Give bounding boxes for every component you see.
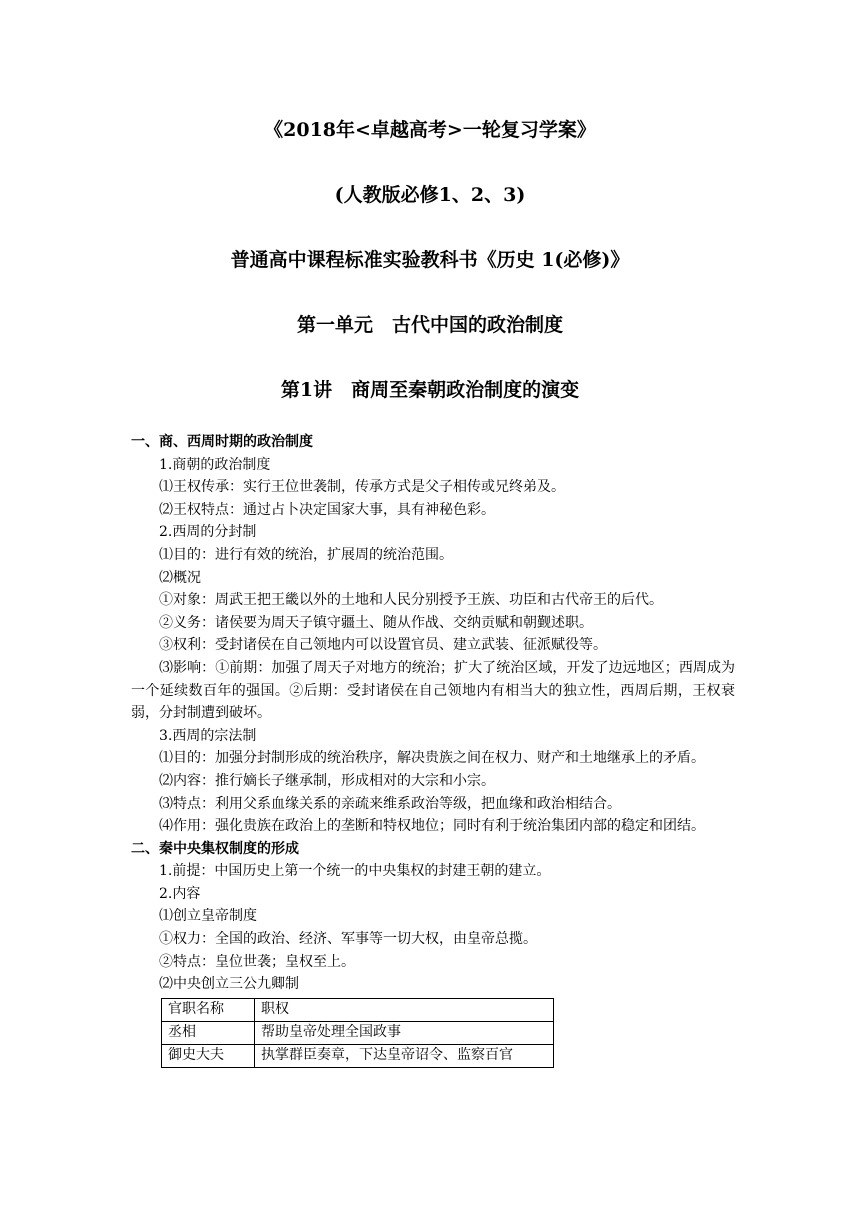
paragraph-influence: ⑶影响：①前期：加强了周天子对地方的统治；扩大了统治区域，开发了边远地区；西周成为一个延续数百年的强国。②后期：受封诸侯在自己领地内有相当大的独立性，西周后期，王权衰弱，分封制遭到破坏。 — [131, 659, 735, 722]
paragraph-line: ⑵概况 — [159, 569, 201, 586]
table-header-cell: 职权 — [255, 998, 554, 1021]
section-heading-2: 二、秦中央集权制度的形成 — [131, 840, 299, 857]
table-header-cell: 官职名称 — [162, 998, 255, 1021]
lesson-title: 第1讲 商周至秦朝政治制度的演变 — [280, 379, 580, 401]
document-body — [131, 431, 735, 1068]
paragraph-purpose: ⑴目的：加强分封制形成的统治秩序，解决贵族之间在权力、财产和土地继承上的矛盾。 — [159, 750, 705, 767]
doc-title: 《2018年<卓越高考>一轮复习学案》 — [264, 119, 596, 141]
paragraph-line: ①权力：全国的政治、经济、军事等一切大权，由皇帝总揽。 — [159, 931, 537, 948]
table-row — [162, 1044, 554, 1067]
paragraph-line: ②义务：诸侯要为周天子镇守疆土、随从作战、交纳贡赋和朝觐述职。 — [159, 614, 593, 631]
paragraph-line: ⑴王权传承：实行王位世袭制，传承方式是父子相传或兄终弟及。 — [159, 479, 565, 496]
paragraph-line: ⑵内容：推行嫡长子继承制，形成相对的大宗和小宗。 — [159, 772, 495, 789]
unit-title: 第一单元 古代中国的政治制度 — [296, 314, 563, 336]
paragraph-line: ⑵王权特点：通过占卜决定国家大事，具有神秘色彩。 — [159, 501, 495, 518]
doc-edition: (人教版必修1、2、3) — [334, 184, 526, 206]
subheading: 3.西周的宗法制 — [159, 727, 257, 744]
doc-textbook: 普通高中课程标准实验教科书《历史 1(必修)》 — [230, 249, 630, 271]
paragraph-line: ⑴创立皇帝制度 — [159, 908, 257, 925]
table-cell: 丞相 — [162, 1021, 255, 1044]
subheading: 2.西周的分封制 — [159, 524, 257, 541]
table-cell: 帮助皇帝处理全国政事 — [255, 1021, 554, 1044]
paragraph-line: ⑶特点：利用父系血缘关系的亲疏来维系政治等级，把血缘和政治相结合。 — [159, 795, 621, 812]
paragraph-effect: ⑷作用：强化贵族在政治上的垄断和特权地位；同时有利于统治集团内部的稳定和团结。 — [159, 818, 705, 835]
paragraph-line: ⑴目的：进行有效的统治，扩展周的统治范围。 — [159, 546, 453, 563]
table-cell: 御史大夫 — [162, 1044, 255, 1067]
paragraph-line: ⑵中央创立三公九卿制 — [159, 976, 299, 993]
table-row — [162, 1021, 554, 1044]
paragraph-line: 1.前提：中国历史上第一个统一的中央集权的封建王朝的建立。 — [159, 863, 551, 880]
subheading: 2.内容 — [159, 885, 201, 902]
section-heading-1: 一、商、西周时期的政治制度 — [131, 434, 313, 450]
officials-table — [161, 998, 554, 1068]
paragraph-line: ③权利：受封诸侯在自己领地内可以设置官员、建立武装、征派赋役等。 — [159, 637, 607, 654]
paragraph-line: ②特点：皇位世袭；皇权至上。 — [159, 953, 355, 970]
subheading: 1.商朝的政治制度 — [159, 456, 271, 473]
table-cell: 执掌群臣奏章，下达皇帝诏令、监察百官 — [255, 1044, 554, 1067]
table-header-row — [162, 998, 554, 1021]
paragraph-line: ①对象：周武王把王畿以外的土地和人民分别授予王族、功臣和古代帝王的后代。 — [159, 592, 663, 609]
